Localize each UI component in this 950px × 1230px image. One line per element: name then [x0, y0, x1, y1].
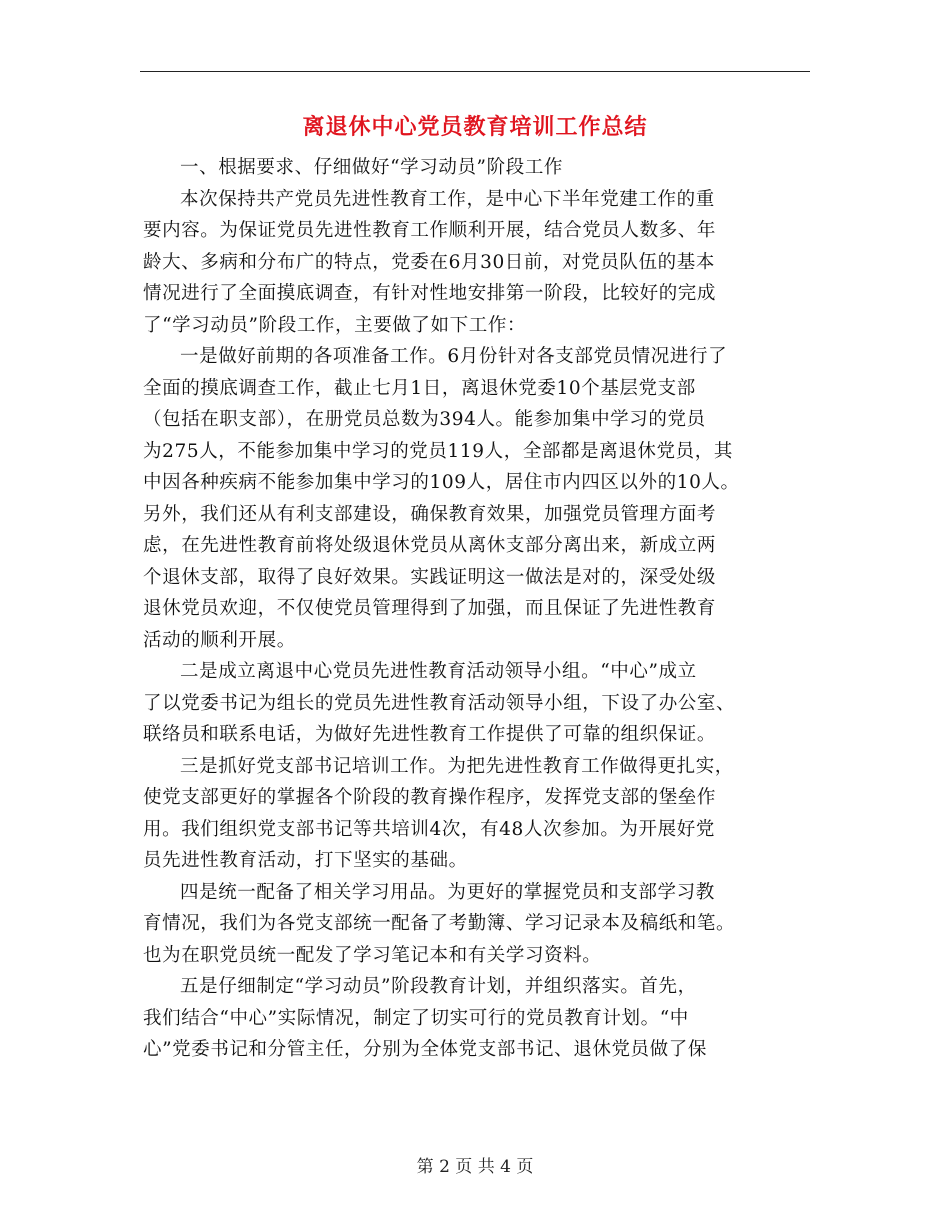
paragraph-line: 用。我们组织党支部书记等共培训4次，有48人次参加。为开展好党: [143, 818, 715, 840]
paragraph-line: 个退休支部，取得了良好效果。实践证明这一做法是对的，深受处级: [143, 566, 717, 588]
paragraph-line: 中因各种疾病不能参加集中学习的109人，居住市内四区以外的10人。: [143, 472, 740, 493]
paragraph-line: 心”党委书记和分管主任，分别为全体党支部书记、退休党员做了保: [143, 1039, 707, 1060]
paragraph-line: 活动的顺利开展。: [143, 629, 296, 651]
paragraph-line: 另外，我们还从有利支部建设，确保教育效果，加强党员管理方面考: [143, 503, 717, 525]
paragraph-line: 了“学习动员”阶段工作，主要做了如下工作：: [143, 314, 527, 336]
paragraph-line: 龄大、多病和分布广的特点，党委在6月30日前，对党员队伍的基本: [143, 251, 715, 273]
paragraph-line: 了以党委书记为组长的党员先进性教育活动领导小组，下设了办公室、: [143, 692, 736, 714]
header-rule: [140, 71, 810, 72]
paragraph-line: 为275人，不能参加集中学习的党员119人，全部都是离退休党员，其: [143, 440, 733, 462]
paragraph-line: 五是仔细制定“学习动员”阶段教育计划，并组织落实。首先，: [180, 976, 697, 997]
paragraph-line: 员先进性教育活动，打下坚实的基础。: [143, 850, 468, 871]
paragraph-line: 我们结合“中心”实际情况，制定了切实可行的党员教育计划。“中: [143, 1007, 689, 1029]
paragraph-line: 使党支部更好的掌握各个阶段的教育操作程序，发挥党支部的堡垒作: [143, 787, 717, 808]
paragraph-line: （包括在职支部），在册党员总数为394人。能参加集中学习的党员: [143, 409, 706, 430]
paragraph-line: 联络员和联系电话，为做好先进性教育工作提供了可靠的组织保证。: [143, 724, 717, 745]
paragraph-line: 要内容。为保证党员先进性教育工作顺利开展，结合党员人数多、年: [143, 220, 717, 241]
paragraph-line: 也为在职党员统一配发了学习笔记本和有关学习资料。: [143, 944, 602, 966]
paragraph-line: 全面的摸底调查工作，截止七月1日，离退休党委10个基层党支部: [143, 377, 696, 399]
paragraph-line: 三是抓好党支部书记培训工作。为把先进性教育工作做得更扎实，: [180, 755, 734, 777]
document-body: [143, 152, 813, 1066]
paragraph-line: 本次保持共产党员先进性教育工作，是中心下半年党建工作的重: [180, 188, 715, 210]
paragraph-line: 退休党员欢迎，不仅使党员管理得到了加强，而且保证了先进性教育: [143, 598, 717, 619]
paragraph-line: 情况进行了全面摸底调查，有针对性地安排第一阶段，比较好的完成: [143, 283, 717, 304]
paragraph-line: 虑，在先进性教育前将处级退休党员从离休支部分离出来，新成立两: [143, 535, 717, 556]
paragraph-line: 育情况，我们为各党支部统一配备了考勤簿、学习记录本及稿纸和笔。: [143, 913, 736, 934]
section-heading-1: 一、根据要求、仔细做好“学习动员”阶段工作: [180, 157, 564, 178]
paragraph-line: 二是成立离退中心党员先进性教育活动领导小组。“中心”成立: [180, 661, 697, 682]
paragraph-line: 一是做好前期的各项准备工作。6月份针对各支部党员情况进行了: [180, 346, 728, 367]
document-title: 离退休中心党员教育培训工作总结: [302, 114, 648, 140]
page-number-footer: 第 2 页 共 4 页: [416, 1157, 534, 1177]
paragraph-line: 四是统一配备了相关学习用品。为更好的掌握党员和支部学习教: [180, 881, 715, 903]
